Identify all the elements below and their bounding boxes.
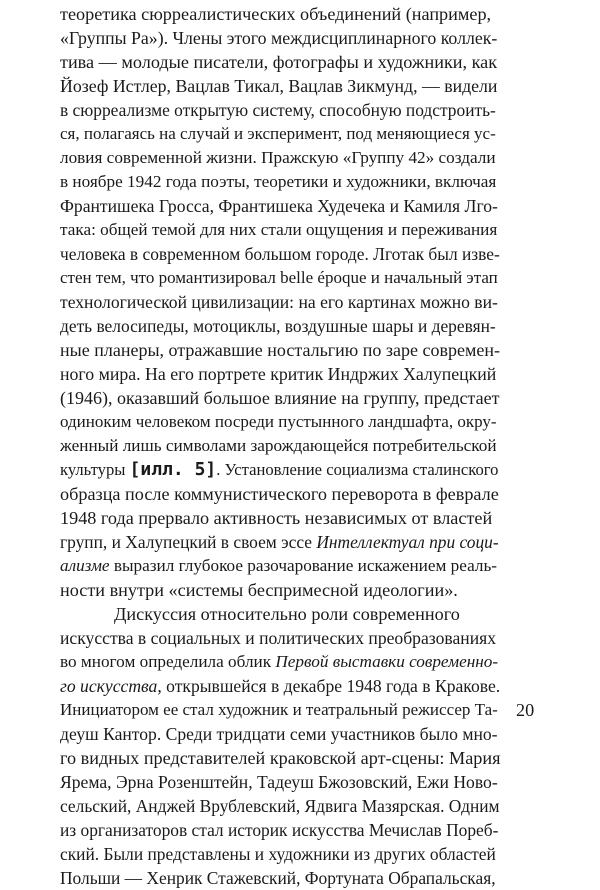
text-line xyxy=(60,50,500,74)
text-run: деть велосипеды, мотоциклы, воздушные шары и деревян- xyxy=(60,316,496,336)
text-line xyxy=(60,98,500,122)
text-run: 1948 года прервало активность независимых от властей xyxy=(60,508,493,528)
text-run: «Группы Ра»). Члены этого междисциплинарного коллек- xyxy=(60,28,498,48)
text-line xyxy=(60,2,500,26)
text-run: в ноябре 1942 года поэты, теоретики и художники, включая xyxy=(60,172,497,191)
text-line xyxy=(60,74,500,98)
text-line xyxy=(60,818,500,842)
text-line xyxy=(60,770,500,794)
text-run: выразил глубокое разочарование искажением реаль- xyxy=(109,556,498,575)
text-line xyxy=(60,482,500,506)
text-run: (1946), оказавший большое влияние на группу, предстает xyxy=(60,388,500,408)
text-run: . Установление социализма сталинского xyxy=(216,460,499,479)
paragraph-1 xyxy=(60,2,500,602)
text-line xyxy=(60,866,500,890)
text-run: технологической цивилизации: на его картинах можно ви- xyxy=(60,292,498,312)
text-run: Ярема, Эрна Розенштейн, Тадеуш Бжозовский, Ежи Ново- xyxy=(60,772,498,792)
italic-title: Интеллектуал при соци- xyxy=(316,532,499,552)
text-line xyxy=(60,170,500,194)
text-run: человека в современном большом городе. Лготак был изве- xyxy=(60,244,500,264)
text-run: ного мира. На его портрете критик Индржих Халупецкий xyxy=(60,364,497,384)
text-line xyxy=(60,578,500,602)
text-line xyxy=(60,122,500,146)
text-run: образца после коммунистического переворота в феврале xyxy=(60,484,499,504)
text-run: в сюрреализме открытую систему, способную подстроить- xyxy=(60,100,496,120)
text-line xyxy=(60,698,500,722)
text-run: ский. Были представлены и художники из других областей xyxy=(60,844,496,864)
text-run: ные планеры, отражавшие ностальгию по заре современ- xyxy=(60,340,500,360)
text-line xyxy=(60,146,500,170)
text-run: , открывшейся в декабре 1948 года в Кракове. xyxy=(157,676,501,696)
text-run: стен тем, что романтизировал belle époque и начальный этап xyxy=(60,268,498,287)
text-line xyxy=(60,218,500,242)
text-run: теоретика сюрреалистических объединений (например, xyxy=(60,4,492,24)
text-line xyxy=(60,194,500,218)
text-run: Франтишека Гросса, Франтишека Худечека и Камиля Лго- xyxy=(60,196,498,216)
text-line xyxy=(60,506,500,530)
text-run: искусства в социальных и политических преобразованиях xyxy=(60,628,497,648)
text-line xyxy=(60,530,500,554)
text-line xyxy=(60,554,500,578)
text-run: Дискуссия относительно роли современного xyxy=(114,604,460,624)
text-line xyxy=(60,266,500,290)
text-line xyxy=(60,746,500,770)
text-run: ся, полагаясь на случай и эксперимент, под меняющиеся ус- xyxy=(60,124,496,143)
text-run: го видных представителей краковской арт-сцены: Мария xyxy=(60,748,501,768)
text-run: женный лишь символами зарождающейся потребительской xyxy=(60,436,497,455)
text-line xyxy=(60,242,500,266)
text-run: така: общей темой для них стали ощущения и переживания xyxy=(60,220,498,239)
text-run: одиноким человеком посреди пустынного ландшафта, окру- xyxy=(60,412,497,431)
italic-title: Первой выставки современно- xyxy=(275,652,499,671)
text-run: тива — молодые писатели, фотографы и художники, как xyxy=(60,52,498,72)
text-line xyxy=(60,626,500,650)
page-number: 20 xyxy=(516,700,535,720)
text-run: сельский, Анджей Врублевский, Ядвига Мазярская. Одним xyxy=(60,796,500,816)
text-line xyxy=(60,386,500,410)
text-run: культуры xyxy=(60,460,130,479)
text-line xyxy=(60,362,500,386)
text-run: ловия современной жизни. Пражскую «Группу 42» создали xyxy=(60,148,496,167)
text-line xyxy=(60,794,500,818)
text-line xyxy=(60,602,500,626)
text-line xyxy=(60,338,500,362)
text-run: Йозеф Истлер, Вацлав Тикал, Вацлав Зикмунд, — видели xyxy=(60,76,498,96)
text-run: Польши — Хенрик Стажевский, Фортуната Обрапальская, xyxy=(60,868,496,888)
italic-title: ализме xyxy=(60,556,110,575)
text-line xyxy=(60,458,500,482)
text-run: ности внутри «системы беспримесной идеологии». xyxy=(60,580,458,600)
text-run: деуш Кантор. Среди тридцати семи участников было мно- xyxy=(60,724,498,744)
text-line xyxy=(60,290,500,314)
text-line xyxy=(60,674,500,698)
text-line xyxy=(60,650,500,674)
text-run: из организаторов стал историк искусства Мечислав Пореб- xyxy=(60,820,499,840)
text-line xyxy=(60,722,500,746)
text-run: групп, и Халупецкий в своем эссе xyxy=(60,532,317,552)
text-line xyxy=(60,26,500,50)
italic-title: го искусства xyxy=(60,676,158,696)
text-line xyxy=(60,434,500,458)
paragraph-2 xyxy=(60,602,500,890)
text-run: во многом определила облик xyxy=(60,652,276,671)
illustration-reference: [илл. 5] xyxy=(129,459,217,480)
body-text xyxy=(60,2,500,890)
text-line xyxy=(60,842,500,866)
text-line xyxy=(60,410,500,434)
text-line xyxy=(60,314,500,338)
text-run: Инициатором ее стал художник и театральный режиссер Та- xyxy=(60,700,498,719)
